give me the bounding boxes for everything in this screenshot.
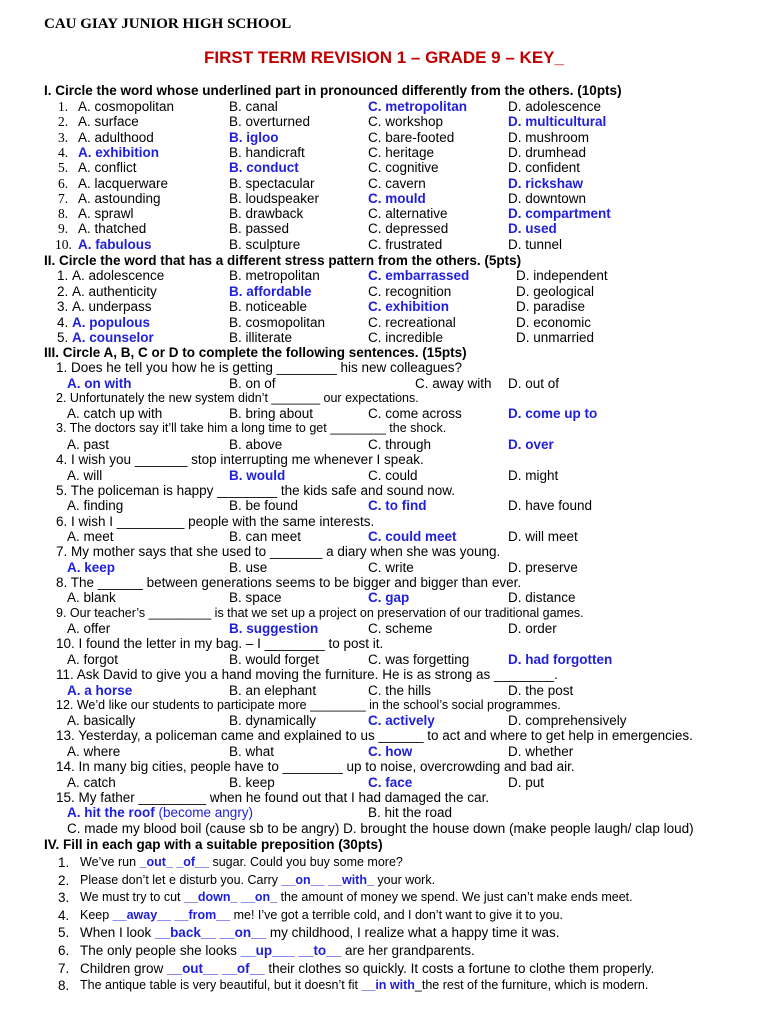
option-c: C. bare-footed	[368, 129, 455, 145]
option-d: D. have found	[508, 498, 593, 514]
question-number: 7.	[58, 960, 70, 976]
sentence	[80, 855, 403, 869]
option-c: C. incredible	[368, 330, 444, 345]
option-d: D. had forgotten	[508, 651, 613, 667]
option-d: D. independent	[516, 268, 608, 283]
option-d: D. might	[508, 467, 559, 483]
section-3-heading: III. Circle A, B, C or D to complete the following sentences. (15pts)	[44, 345, 467, 360]
option-b: B. overturned	[229, 114, 311, 130]
question-number: 6.	[58, 175, 69, 191]
option-b: B. hit the road	[368, 805, 453, 821]
option-b: B. can meet	[229, 529, 302, 544]
option-c: C. alternative	[368, 206, 448, 222]
option-c: C. scheme	[368, 621, 433, 637]
option-d: D. come up to	[508, 406, 598, 422]
fill-gap-row	[0, 890, 768, 906]
answer-blank: __in with	[361, 978, 415, 993]
option-a: A. will	[67, 467, 103, 483]
section-1-heading: I. Circle the word whose underlined part in pronounced differently from the others. (10pts)	[44, 83, 622, 98]
question-number: 2.	[58, 872, 70, 888]
question-text: 15. My father _________ when he found out that I had damaged the car.	[56, 789, 490, 805]
option-b: B. dynamically	[229, 713, 317, 729]
option-d: D. will meet	[508, 529, 578, 544]
option-b: B. would forget	[229, 651, 320, 667]
question-row	[0, 176, 768, 192]
answer-blank: __back__	[155, 925, 216, 941]
sentence	[80, 890, 633, 904]
option-c: C. could meet	[368, 529, 457, 544]
sentence-text: _the rest of the furniture, which is modern.	[414, 978, 649, 993]
option-b: B. keep	[229, 774, 275, 790]
sentence-text: The antique table is very beautiful, but it doesn’t fit	[80, 978, 362, 993]
question-number: 1.	[57, 268, 69, 283]
question-number: 5.	[57, 330, 69, 345]
option-a: A. conflict	[78, 160, 137, 176]
option-b: B. igloo	[229, 129, 279, 145]
option-b: B. would	[229, 467, 286, 483]
option-a: A. on with	[67, 375, 132, 391]
question-row	[0, 99, 768, 115]
page-title: FIRST TERM REVISION 1 – GRADE 9 – KEY_	[204, 48, 564, 67]
option-d: D. distance	[508, 590, 576, 606]
sentence	[80, 978, 648, 992]
options-row	[0, 805, 768, 821]
option-c: C. through	[368, 436, 432, 452]
sentence-text: their clothes so quickly. It costs a fortune to clothe them properly.	[264, 960, 655, 976]
question-number: 2.	[57, 283, 69, 299]
answer-blank: __from__	[174, 907, 231, 922]
question-text: 6. I wish I _________ people with the same interests.	[56, 513, 375, 529]
question-number: 8.	[58, 978, 70, 994]
question-row	[0, 299, 768, 315]
question-row	[0, 114, 768, 130]
question-row	[0, 330, 768, 346]
option-c: C. write	[368, 559, 414, 575]
options-row	[0, 621, 768, 637]
option-d: D. confident	[508, 160, 581, 176]
answer-blank: __down_	[183, 890, 238, 905]
option-a: A. a horse	[67, 682, 133, 698]
question-number: 5.	[58, 925, 70, 941]
question-text: 7. My mother says that she used to _______ a diary when she was young.	[56, 544, 501, 560]
option-b: B. what	[229, 743, 275, 759]
sentence-text: me! I’ve got a terrible cold, and I don’t want to give it to you.	[230, 907, 563, 922]
option-a: A. catch up with	[67, 406, 163, 422]
option-a: A. astounding	[78, 190, 161, 206]
option-c: C. cognitive	[368, 160, 439, 176]
option-a: A. sprawl	[78, 206, 134, 222]
answer-blank: __of__	[221, 960, 265, 976]
option-a	[67, 805, 253, 820]
question-number: 4.	[58, 144, 69, 160]
option-c: C. embarrassed	[368, 268, 470, 283]
option-a: A. thatched	[78, 221, 147, 237]
option-c: C. the hills	[368, 682, 432, 698]
option-a: A. basically	[67, 713, 136, 729]
question-number: 3.	[58, 890, 70, 906]
option-b: B. canal	[229, 99, 278, 114]
question-number: 6.	[58, 943, 70, 958]
option-d: D. geological	[516, 283, 595, 299]
option-b: B. an elephant	[229, 682, 317, 698]
option-b: B. illiterate	[229, 330, 293, 345]
option-a: A. adolescence	[72, 268, 165, 283]
option-a-note: (become angry)	[158, 805, 254, 821]
sentence-text: Keep	[80, 907, 113, 922]
question-row	[0, 237, 768, 253]
option-b: B. drawback	[229, 206, 304, 222]
option-d: D. put	[508, 774, 545, 790]
question-text: 11. Ask David to give you a hand moving the furniture. He is as strong as ________.	[56, 667, 558, 682]
sentence-text: Please don’t let e disturb you. Carry	[80, 872, 282, 887]
option-c: C. recognition	[368, 283, 452, 299]
answer-blank: __to__	[298, 943, 342, 958]
option-a: A. where	[67, 743, 121, 759]
option-c: C. was forgetting	[368, 651, 470, 667]
option-a: A. fabulous	[78, 236, 152, 252]
option-c: C. metropolitan	[368, 99, 468, 114]
options-row	[0, 683, 768, 699]
option-a: A. past	[67, 436, 110, 452]
question-number: 8.	[58, 206, 69, 222]
option-b: B. on of	[229, 375, 276, 391]
option-c: C. come across	[368, 406, 462, 422]
option-b: B. sculpture	[229, 236, 301, 252]
option-a: A. exhibition	[78, 144, 159, 160]
sentence-text: We must try to cut	[80, 890, 184, 905]
sentence	[80, 908, 563, 922]
question-text: 1. Does he tell you how he is getting ________ his new colleagues?	[56, 360, 463, 375]
option-b: B. cosmopolitan	[229, 314, 326, 330]
sentence-text: are her grandparents.	[341, 943, 475, 958]
options-row	[0, 529, 768, 545]
question-text: 10. I found the letter in my bag. – I ________ to post it.	[56, 636, 384, 652]
question-number: 7.	[58, 190, 69, 206]
fill-gap-row	[0, 961, 768, 977]
question-number: 4.	[58, 907, 70, 923]
sentence-text: We’ve run	[80, 855, 140, 869]
option-b: B. passed	[229, 221, 290, 237]
sentence	[80, 961, 654, 976]
question-row	[0, 130, 768, 146]
question-text: 4. I wish you _______ stop interrupting me whenever I speak.	[56, 452, 424, 468]
school-name: CAU GIAY JUNIOR HIGH SCHOOL	[44, 16, 292, 32]
options-row	[0, 775, 768, 791]
fill-gap-row	[0, 943, 768, 959]
fill-gap-row	[0, 855, 768, 871]
sentence-text: sugar. Could you buy some more?	[209, 855, 403, 869]
option-d: D. out of	[508, 375, 560, 391]
option-d: D. downtown	[508, 190, 587, 206]
option-c: C. actively	[368, 713, 435, 729]
option-d: D. the post	[508, 682, 574, 698]
answer-blank: _out_	[139, 855, 173, 869]
option-a: A. populous	[72, 314, 150, 330]
options-row	[0, 560, 768, 576]
option-c: C. to find	[368, 498, 427, 514]
question-text: 14. In many big cities, people have to ________ up to noise, overcrowding and bad air.	[56, 759, 575, 775]
fill-gap-row	[0, 908, 768, 924]
option-b: B. above	[229, 436, 283, 452]
option-d: D. tunnel	[508, 236, 563, 252]
option-b: B. be found	[229, 498, 299, 514]
options-row	[0, 468, 768, 484]
option-b: B. conduct	[229, 160, 299, 176]
option-a-answer: A. hit the roof	[67, 805, 155, 821]
question-number: 1.	[58, 99, 69, 114]
option-b: B. suggestion	[229, 621, 319, 637]
option-a: A. lacquerware	[78, 175, 169, 191]
question-row	[0, 284, 768, 300]
option-c: C. recreational	[368, 314, 456, 330]
sentence-text: the amount of money we spend. We just can’t make ends meet.	[277, 890, 633, 905]
option-b: B. affordable	[229, 283, 312, 299]
answer-blank: __on_	[240, 890, 278, 905]
question-number: 5.	[58, 160, 69, 176]
question-row	[0, 206, 768, 222]
option-d: D. mushroom	[508, 129, 590, 145]
option-d: D. paradise	[516, 299, 586, 314]
sentence-text: your work.	[373, 872, 436, 887]
question-number: 2.	[58, 114, 69, 130]
question-text: 3. The doctors say it’ll take him a long time to get ________ the shock.	[56, 421, 447, 436]
question-row	[0, 268, 768, 284]
option-c: C. how	[368, 743, 413, 759]
option-d: D. preserve	[508, 559, 578, 575]
options-row	[0, 744, 768, 760]
option-d: D. drumhead	[508, 144, 587, 160]
option-d: D. comprehensively	[508, 713, 627, 729]
option-c: C. face	[368, 774, 413, 790]
option-b: B. bring about	[229, 406, 314, 422]
question-number: 3.	[58, 129, 69, 145]
option-a: A. forgot	[67, 651, 119, 667]
sentence-text: my childhood, I realize what a happy time it was.	[266, 925, 560, 941]
answer-blank: __away__	[112, 907, 172, 922]
sentence-text: Children grow	[80, 960, 168, 976]
option-b: B. metropolitan	[229, 268, 320, 283]
option-b: B. spectacular	[229, 175, 315, 191]
option-a: A. underpass	[72, 299, 152, 314]
option-b: B. space	[229, 590, 282, 606]
options-row	[0, 376, 768, 392]
option-c: C. mould	[368, 190, 426, 206]
question-text: 8. The ______ between generations seems to be bigger and bigger than ever.	[56, 574, 522, 590]
question-text: 12. We’d like our students to participate more ________ in the school’s social programmes.	[56, 697, 561, 712]
answer-blank: _of__	[176, 855, 209, 869]
question-number: 1.	[58, 855, 70, 870]
option-c: C. cavern	[368, 175, 426, 191]
answer-blank: __up___	[240, 943, 295, 958]
sentence-text: The only people she looks	[80, 943, 241, 958]
sentence	[80, 873, 435, 887]
option-b: B. loudspeaker	[229, 190, 320, 206]
option-d: D. adolescence	[508, 99, 602, 114]
option-c: C. exhibition	[368, 299, 449, 314]
option-c: C. frustrated	[368, 236, 443, 252]
answer-blank: __on__	[219, 925, 267, 941]
option-a: A. finding	[67, 498, 124, 514]
sentence-text: When I look	[80, 925, 156, 941]
question-row	[0, 191, 768, 207]
answer-blank: __on__	[281, 872, 325, 887]
options-row	[0, 652, 768, 668]
question-number: 3.	[57, 299, 69, 314]
option-d: D. economic	[516, 314, 592, 330]
options-row-cd: C. made my blood boil (cause sb to be angry) D. brought the house down (make people laugh/ clap loud)	[67, 820, 694, 836]
option-a: A. offer	[67, 621, 111, 637]
answer-blank: __with_	[328, 872, 374, 887]
question-number: 10.	[55, 236, 72, 252]
option-a: A. counselor	[72, 330, 154, 345]
question-row	[0, 160, 768, 176]
options-row	[0, 713, 768, 729]
option-d: D. multicultural	[508, 114, 607, 130]
question-row	[0, 145, 768, 161]
options-row	[0, 406, 768, 422]
section-2-heading: II. Circle the word that has a different stress pattern from the others. (5pts)	[44, 253, 522, 268]
option-a: A. surface	[78, 114, 139, 130]
question-row	[0, 315, 768, 331]
question-text: 2. Unfortunately the new system didn’t _______ our expectations.	[56, 390, 419, 405]
option-a: A. adulthood	[78, 129, 154, 145]
answer-blank: __out__	[167, 960, 219, 976]
section-4-heading: IV. Fill in each gap with a suitable preposition (30pts)	[44, 837, 383, 852]
option-d: D. rickshaw	[508, 175, 584, 191]
fill-gap-row	[0, 873, 768, 889]
question-row	[0, 221, 768, 237]
option-b: B. use	[229, 559, 268, 575]
option-a: A. blank	[67, 590, 116, 606]
option-c: C. away with	[415, 375, 492, 391]
option-d: D. used	[508, 221, 557, 237]
fill-gap-row	[0, 978, 768, 994]
option-a: A. cosmopolitan	[78, 99, 175, 114]
option-c: C. gap	[368, 590, 410, 606]
options-row	[0, 590, 768, 606]
option-d: D. unmarried	[516, 330, 595, 345]
question-text: 5. The policeman is happy ________ the kids safe and sound now.	[56, 482, 456, 498]
option-b: B. handicraft	[229, 144, 305, 160]
option-a: A. meet	[67, 529, 114, 544]
option-c: C. workshop	[368, 114, 444, 130]
option-c: C. could	[368, 467, 418, 483]
sentence	[80, 925, 560, 940]
option-d: D. over	[508, 436, 554, 452]
option-a: A. authenticity	[72, 283, 157, 299]
question-number: 4.	[57, 314, 69, 330]
option-a: A. catch	[67, 774, 116, 790]
question-text: 13. Yesterday, a policeman came and explained to us ______ to act and where to get help in emergencies.	[56, 728, 693, 744]
question-text: 9. Our teacher’s _________ is that we set up a project on preservation of our traditional games.	[56, 605, 584, 620]
fill-gap-row	[0, 925, 768, 941]
option-c: C. heritage	[368, 144, 435, 160]
options-row	[0, 437, 768, 453]
option-a: A. keep	[67, 559, 116, 575]
option-b: B. noticeable	[229, 299, 308, 314]
option-d: D. compartment	[508, 206, 611, 222]
option-d: D. order	[508, 621, 557, 637]
option-c: C. depressed	[368, 221, 449, 237]
options-row	[0, 498, 768, 514]
option-d: D. whether	[508, 743, 574, 759]
question-number: 9.	[58, 221, 69, 237]
sentence	[80, 943, 475, 958]
